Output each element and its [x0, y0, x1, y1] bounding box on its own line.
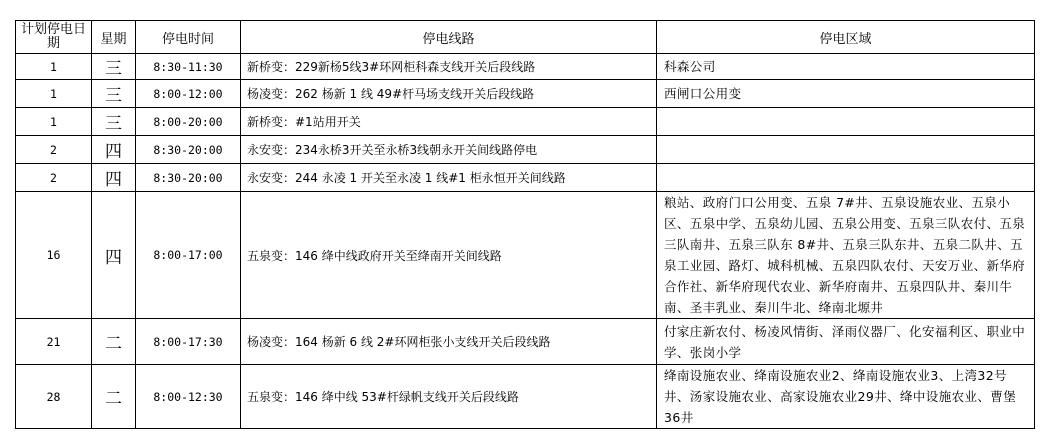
cell-time: 8:30-11:30 [136, 54, 241, 80]
cell-time: 8:00-12:30 [136, 365, 241, 429]
cell-line: 永安变：244 永凌 1 开关至永凌 1 线#1 柜永恒开关间线路 [241, 164, 657, 192]
cell-line: 新桥变：229新杨5线3#环网柜科森支线开关后段线路 [241, 54, 657, 80]
cell-time: 8:00-20:00 [136, 108, 241, 136]
cell-time: 8:00-12:00 [136, 80, 241, 108]
header-time: 停电时间 [136, 21, 241, 54]
cell-date: 21 [16, 319, 92, 365]
cell-weekday: 三 [92, 54, 136, 80]
header-date: 计划停电日期 [16, 21, 92, 54]
cell-area [657, 108, 1035, 136]
table-row [16, 54, 1035, 80]
cell-date: 1 [16, 108, 92, 136]
cell-line: 新桥变：#1站用开关 [241, 108, 657, 136]
cell-area: 绛南设施农业、绛南设施农业2、绛南设施农业3、上湾32号井、汤家设施农业、高家设施农业29井、绛中设施农业、曹堡36井 [657, 365, 1035, 429]
table-row [16, 80, 1035, 108]
cell-date: 2 [16, 164, 92, 192]
table-row [16, 192, 1035, 319]
cell-weekday: 四 [92, 136, 136, 164]
header-line: 停电线路 [241, 21, 657, 54]
table-row [16, 164, 1035, 192]
cell-area: 粮站、政府门口公用变、五泉 7#井、五泉设施农业、五泉小区、五泉中学、五泉幼儿园、五泉公用变、五泉三队农付、五泉三队南井、五泉三队东 8#井、五泉三队东井、五泉二队井、五泉工业园、路灯、城科机械、五泉四队农付、天安万业、新华府合作社、新华府现代农业、新华府南井、五泉四队井、秦川牛南、圣丰乳业、秦川牛北、绛南北塬井 [657, 192, 1035, 319]
cell-area: 西闸口公用变 [657, 80, 1035, 108]
cell-area [657, 136, 1035, 164]
header-row [16, 21, 1035, 54]
outage-schedule-table [15, 20, 1035, 429]
cell-line: 杨凌变：262 杨新 1 线 49#杆马场支线开关后段线路 [241, 80, 657, 108]
cell-date: 1 [16, 80, 92, 108]
cell-weekday: 二 [92, 365, 136, 429]
cell-area [657, 164, 1035, 192]
cell-line: 永安变：234永桥3开关至永桥3线朝永开关间线路停电 [241, 136, 657, 164]
cell-area: 科森公司 [657, 54, 1035, 80]
header-area: 停电区域 [657, 21, 1035, 54]
cell-weekday: 三 [92, 108, 136, 136]
cell-time: 8:30-20:00 [136, 164, 241, 192]
cell-line: 五泉变：146 绛中线政府开关至绛南开关间线路 [241, 192, 657, 319]
cell-area: 付家庄新农付、杨凌风情街、泽雨仪器厂、化安福利区、职业中学、张岗小学 [657, 319, 1035, 365]
cell-weekday: 四 [92, 192, 136, 319]
cell-date: 28 [16, 365, 92, 429]
table-row [16, 319, 1035, 365]
table-row [16, 136, 1035, 164]
cell-weekday: 二 [92, 319, 136, 365]
table-row [16, 365, 1035, 429]
cell-weekday: 三 [92, 80, 136, 108]
cell-date: 16 [16, 192, 92, 319]
cell-date: 2 [16, 136, 92, 164]
cell-line: 杨凌变：164 杨新 6 线 2#环网柜张小支线开关后段线路 [241, 319, 657, 365]
cell-time: 8:00-17:00 [136, 192, 241, 319]
cell-weekday: 四 [92, 164, 136, 192]
cell-time: 8:30-20:00 [136, 136, 241, 164]
cell-time: 8:00-17:30 [136, 319, 241, 365]
table-row [16, 108, 1035, 136]
cell-line: 五泉变：146 绛中线 53#杆绿帆支线开关后段线路 [241, 365, 657, 429]
header-weekday: 星期 [92, 21, 136, 54]
cell-date: 1 [16, 54, 92, 80]
